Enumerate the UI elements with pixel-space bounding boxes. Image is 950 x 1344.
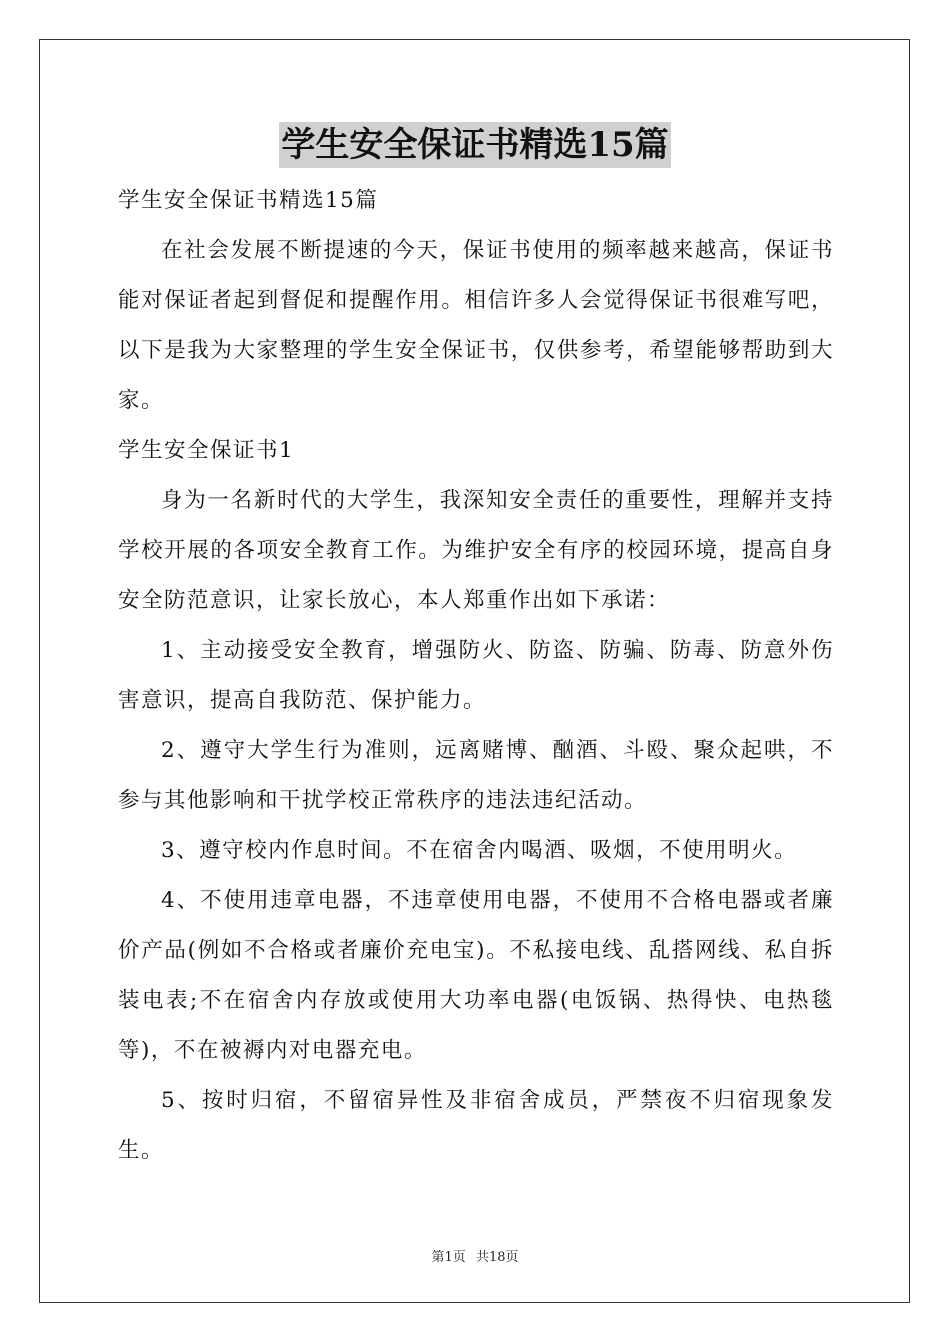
pledge-item-3: 3、遵守校内作息时间。不在宿舍内喝酒、吸烟，不使用明火。: [161, 838, 798, 863]
title-wrap: [0, 122, 950, 168]
document-title: 学生安全保证书精选15篇: [279, 122, 670, 168]
intro-paragraph: 在社会发展不断提速的今天，保证书使用的频率越来越高，保证书能对保证者起到督促和提醒作用。相信许多人会觉得保证书很难写吧，以下是我为大家整理的学生安全保证书，仅供参考，希望能够帮助到大家。: [118, 238, 834, 413]
pledge-item-5: 5、按时归宿，不留宿异性及非宿舍成员，严禁夜不归宿现象发生。: [118, 1088, 834, 1163]
page-number: 第1页: [431, 1250, 466, 1265]
pledge-item-4: 4、不使用违章电器，不违章使用电器，不使用不合格电器或者廉价产品(例如不合格或者廉价充电宝)。不私接电线、乱搭网线、私自拆装电表;不在宿舍内存放或使用大功率电器(电饭锅、热得快、电热毯等)，不在被褥内对电器充电。: [118, 888, 834, 1063]
pledge-item-1: 1、主动接受安全教育，增强防火、防盗、防骗、防毒、防意外伤害意识，提高自我防范、保护能力。: [118, 638, 834, 713]
section-intro-paragraph: 身为一名新时代的大学生，我深知安全责任的重要性，理解并支持学校开展的各项安全教育工作。为维护安全有序的校园环境，提高自身安全防范意识，让家长放心，本人郑重作出如下承诺：: [118, 488, 834, 613]
document-subtitle: 学生安全保证书精选15篇: [118, 188, 379, 213]
pledge-item-2: 2、遵守大学生行为准则，远离赌博、酗酒、斗殴、聚众起哄，不参与其他影响和干扰学校正常秩序的违法违纪活动。: [118, 738, 834, 813]
page-total: 共18页: [475, 1250, 519, 1265]
document-body: [118, 176, 834, 1176]
page-footer: [0, 1246, 950, 1265]
section-heading: 学生安全保证书1: [118, 438, 295, 463]
